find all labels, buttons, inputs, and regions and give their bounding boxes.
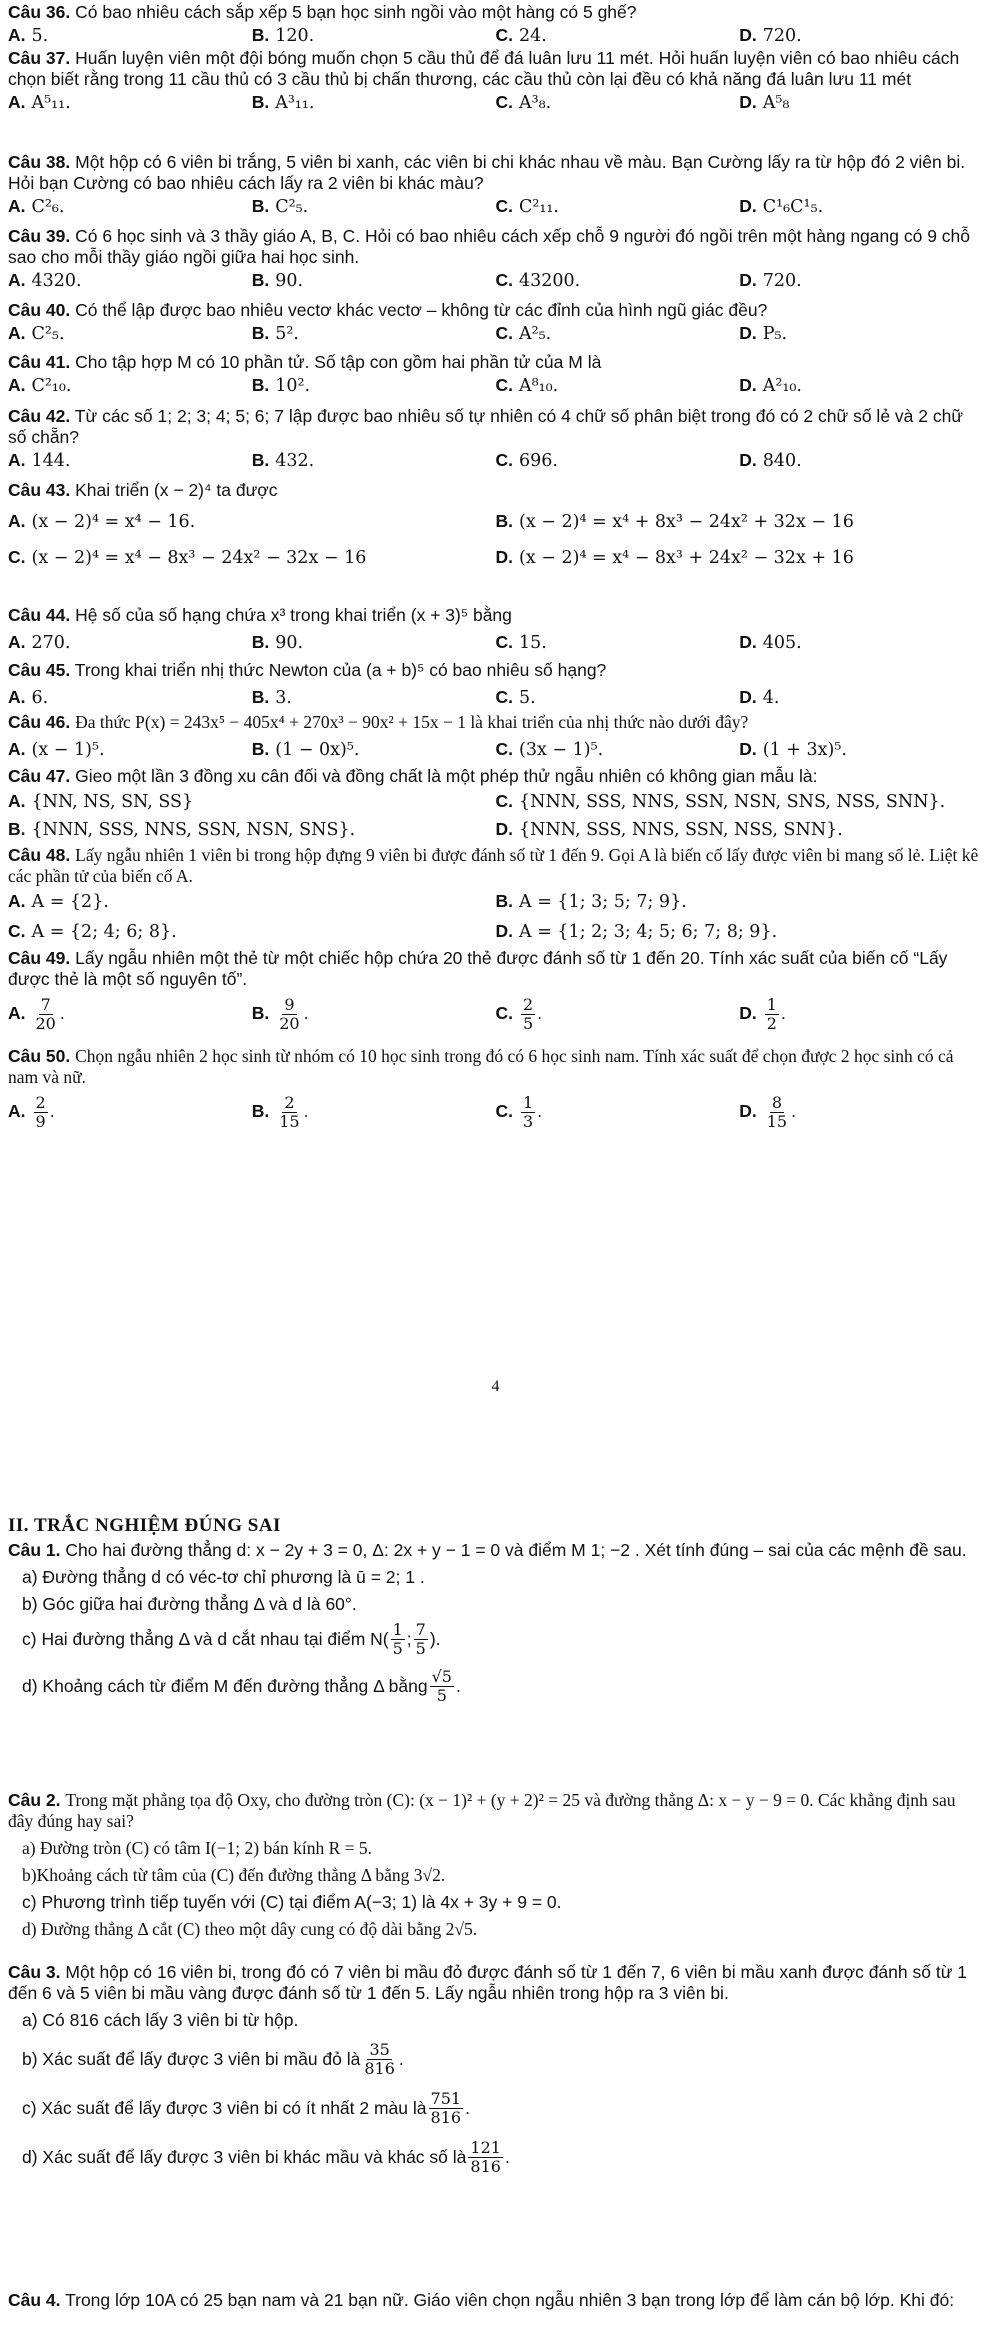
- question-number: Câu 46.: [8, 712, 71, 732]
- question-36: [8, 2, 983, 47]
- option-c[interactable]: C. 43200.: [495, 270, 581, 291]
- fraction: $\frac{2}{5}$: [523, 995, 534, 1033]
- option-b[interactable]: B. 90.: [251, 270, 304, 291]
- question-text: Trong khai triển nhị thức Newton của (a + b)⁵ có bao nhiêu số hạng?: [74, 660, 607, 680]
- options: [8, 996, 983, 1033]
- options: [8, 739, 983, 761]
- option-d[interactable]: D. A = {1; 2; 3; 4; 5; 6; 7; 8; 9}.: [495, 921, 778, 942]
- question-text: Lấy ngẫu nhiên 1 viên bi trong hộp đựng 9 viên bi được đánh số từ 1 đến 9. Gọi A là biến cố lấy được viên bi mang số lẻ. Liệt kê các phần tử của biến cố A.: [8, 845, 979, 886]
- option-a[interactable]: A. 6.: [8, 687, 49, 708]
- question-number: Câu 45.: [8, 660, 71, 680]
- options: [8, 632, 983, 654]
- option-d[interactable]: D. {NNN, SSS, NNS, SSN, NSS, SNN}.: [495, 819, 843, 840]
- options: [8, 687, 983, 709]
- option-d[interactable]: D. 720.: [739, 25, 802, 46]
- question-text: Từ các số 1; 2; 3; 4; 5; 6; 7 lập được bao nhiêu số tự nhiên có 4 chữ số phân biệt trong đó có 2 chữ số lẻ và 2 chữ số chẵn?: [8, 406, 964, 447]
- question-number: Câu 48.: [8, 845, 71, 865]
- option-d[interactable]: D. (x − 2)⁴ = x⁴ − 8x³ + 24x² − 32x + 16: [495, 547, 854, 568]
- options-row-1: [8, 891, 983, 913]
- statement-d-text: d) Khoảng cách từ điểm M đến đường thẳng Δ bằng: [22, 1676, 428, 1696]
- options: [8, 196, 983, 218]
- fraction: $\frac{7}{20}$: [35, 995, 56, 1033]
- option-c[interactable]: C. (x − 2)⁴ = x⁴ − 8x³ − 24x² − 32x − 16: [8, 547, 367, 568]
- fraction: $\frac{2}{15}$: [279, 1093, 300, 1131]
- question-38: [8, 152, 983, 218]
- option-a[interactable]: A. C²₆.: [8, 196, 65, 217]
- option-c[interactable]: C. (3x − 1)⁵.: [495, 739, 604, 760]
- question-number: Câu 49.: [8, 948, 71, 968]
- statement-b-text: b) Xác suất để lấy được 3 viên bi mầu đỏ là: [22, 2049, 361, 2069]
- question-number: Câu 2.: [8, 1790, 61, 1810]
- option-b[interactable]: B. A = {1; 3; 5; 7; 9}.: [495, 891, 687, 912]
- tf-question-1: [8, 1540, 983, 1705]
- option-a[interactable]: A. A⁵₁₁.: [8, 92, 71, 113]
- option-c[interactable]: C. 696.: [495, 450, 558, 471]
- options: [8, 375, 983, 397]
- options: [8, 323, 983, 345]
- option-b[interactable]: B. 90.: [251, 632, 304, 653]
- option-d[interactable]: D. 720.: [739, 270, 802, 291]
- question-40: [8, 300, 983, 345]
- question-43: [8, 480, 983, 569]
- options-row-1: [8, 791, 983, 813]
- question-number: Câu 1.: [8, 1540, 61, 1560]
- option-a[interactable]: A. 144.: [8, 450, 71, 471]
- options-row-2: [8, 547, 983, 569]
- options-row-2: [8, 819, 983, 841]
- option-b[interactable]: B. $\frac{9}{20}$ .: [251, 995, 309, 1033]
- option-c[interactable]: C. A⁸₁₀.: [495, 375, 559, 396]
- question-45: [8, 660, 983, 709]
- option-a[interactable]: A. (x − 2)⁴ = x⁴ − 16.: [8, 511, 196, 532]
- option-d[interactable]: D. P₅.: [739, 323, 788, 344]
- question-text: Gieo một lần 3 đồng xu cân đối và đồng chất là một phép thử ngẫu nhiên có không gian mẫu là:: [75, 766, 818, 786]
- options: [8, 25, 983, 47]
- question-37: [8, 48, 983, 114]
- option-d[interactable]: D. 405.: [739, 632, 802, 653]
- question-number: Câu 42.: [8, 406, 71, 426]
- question-text: Có 6 học sinh và 3 thầy giáo A, B, C. Hỏi có bao nhiêu cách xếp chỗ 9 người đó ngồi trên một hàng ngang có 9 chỗ sao cho mỗi thầy giáo ngồi giữa hai học sinh.: [8, 226, 971, 267]
- option-c[interactable]: C. 15.: [495, 632, 547, 653]
- question-44: [8, 605, 983, 654]
- statement-c[interactable]: c) Hai đường thẳng Δ và d cắt nhau tại điểm N( $\frac{1}{5}$ ; $\frac{7}{5}$ ).: [22, 1620, 441, 1658]
- question-number: Câu 4.: [8, 2290, 61, 2310]
- question-text: Cho hai đường thẳng d: x − 2y + 3 = 0, Δ: 2x + y − 1 = 0 và điểm M 1; −2 . Xét tính đúng – sai của các mệnh đề sau.: [65, 1540, 967, 1560]
- statement-c-text: c) Xác suất để lấy được 3 viên bi có ít nhất 2 màu là: [22, 2098, 427, 2118]
- fraction: $\frac{751}{816}$: [430, 2089, 462, 2127]
- question-number: Câu 38.: [8, 152, 71, 172]
- option-c[interactable]: C. 24.: [495, 25, 547, 46]
- option-b[interactable]: B. A³₁₁.: [251, 92, 315, 113]
- options-row-1: [8, 511, 983, 533]
- option-b[interactable]: B. $\frac{2}{15}$ .: [251, 1093, 309, 1131]
- option-b[interactable]: B. 3.: [251, 687, 292, 708]
- option-d[interactable]: D. C¹₆C¹₅.: [739, 196, 824, 217]
- question-text: Trong lớp 10A có 25 bạn nam và 21 bạn nữ. Giáo viên chọn ngẫu nhiên 3 bạn trong lớp để làm cán bộ lớp. Khi đó:: [65, 2290, 955, 2310]
- question-number: Câu 43.: [8, 480, 71, 500]
- statement-d[interactable]: d) Xác suất để lấy được 3 viên bi khác mầu và khác số là $\frac{121}{816}$ .: [22, 2138, 510, 2176]
- option-d[interactable]: D. A⁵₈: [739, 92, 790, 113]
- option-c[interactable]: C. C²₁₁.: [495, 196, 559, 217]
- option-b[interactable]: B. {NNN, SSS, NNS, SSN, NSN, SNS}.: [8, 819, 356, 840]
- fraction: $\frac{1}{5}$: [392, 1620, 403, 1658]
- question-text: Chọn ngẫu nhiên 2 học sinh từ nhóm có 10 học sinh trong đó có 6 học sinh nam. Tính xác suất để chọn được 2 học sinh có cả nam và nữ.: [8, 1046, 954, 1087]
- option-b[interactable]: B. 432.: [251, 450, 315, 471]
- option-a[interactable]: A. $\frac{2}{9}$ .: [8, 1093, 55, 1131]
- statement-b[interactable]: b) Góc giữa hai đường thẳng Δ và d là 60°.: [22, 1594, 357, 1614]
- question-text: Đa thức P(x) = 243x⁵ − 405x⁴ + 270x³ − 90x² + 15x − 1 là khai triển của nhị thức nào dưới đây?: [75, 712, 749, 732]
- question-42: [8, 406, 983, 472]
- option-a[interactable]: A. 5.: [8, 25, 49, 46]
- question-number: Câu 36.: [8, 2, 71, 22]
- fraction: $\frac{√5}{5}$: [431, 1667, 452, 1705]
- option-a[interactable]: A. 270.: [8, 632, 71, 653]
- question-text: Khai triển (x − 2)⁴ ta được: [75, 480, 278, 500]
- option-d[interactable]: D. A²₁₀.: [739, 375, 802, 396]
- option-d[interactable]: D. 840.: [739, 450, 802, 471]
- statement-c-text: c) Hai đường thẳng Δ và d cắt nhau tại điểm N(: [22, 1629, 389, 1649]
- question-49: [8, 948, 983, 1033]
- option-a[interactable]: A. 4320.: [8, 270, 82, 291]
- question-39: [8, 226, 983, 292]
- option-a[interactable]: A. {NN, NS, SN, SS}: [8, 791, 194, 812]
- question-number: Câu 37.: [8, 48, 71, 68]
- page-number: 4: [491, 1378, 500, 1395]
- option-b[interactable]: B. 120.: [251, 25, 315, 46]
- question-number: Câu 50.: [8, 1046, 71, 1066]
- option-c[interactable]: C. 5.: [495, 687, 536, 708]
- option-c[interactable]: C. A³₈.: [495, 92, 552, 113]
- fraction: $\frac{9}{20}$: [279, 995, 300, 1033]
- statement-b[interactable]: b)Khoảng cách từ tâm của (C) đến đường thẳng Δ bằng 3√2.: [22, 1865, 446, 1885]
- question-text: Hệ số của số hạng chứa x³ trong khai triển (x + 3)⁵ bằng: [75, 605, 512, 625]
- question-number: Câu 44.: [8, 605, 71, 625]
- tf-question-2: [8, 1790, 983, 1940]
- question-47: [8, 766, 983, 841]
- statement-a[interactable]: a) Có 816 cách lấy 3 viên bi từ hộp.: [22, 2010, 299, 2030]
- option-a[interactable]: A. $\frac{7}{20}$ .: [8, 995, 65, 1033]
- options-row-2: [8, 921, 983, 943]
- option-b[interactable]: B. C²₅.: [251, 196, 309, 217]
- option-d[interactable]: D. $\frac{8}{15}$ .: [739, 1093, 796, 1131]
- option-d[interactable]: D. 4.: [739, 687, 780, 708]
- statement-b[interactable]: b) Xác suất để lấy được 3 viên bi mầu đỏ là $\frac{35}{816}$ .: [22, 2040, 404, 2078]
- statement-a[interactable]: a) Đường thẳng d có véc-tơ chỉ phương là ū = 2; 1 .: [22, 1567, 425, 1587]
- question-text: Huấn luyện viên một đội bóng muốn chọn 5 cầu thủ để đá luân lưu 11 mét. Hỏi huấn luyện viên có bao nhiêu cách chọn biết rằng trong 11 cầu thủ có 3 cầu thủ bị chấn thương, các cầu thủ còn lại đều có khả năng đá luân lưu 11 mét: [8, 48, 960, 89]
- option-a[interactable]: A. C²₅.: [8, 323, 65, 344]
- fraction: $\frac{2}{9}$: [35, 1093, 46, 1131]
- options: [8, 1094, 983, 1131]
- option-d[interactable]: D. (1 + 3x)⁵.: [739, 739, 847, 760]
- question-text: Cho tập hợp M có 10 phần tử. Số tập con gồm hai phần tử của M là: [75, 352, 602, 372]
- option-c[interactable]: C. $\frac{1}{3}$ .: [495, 1093, 543, 1131]
- fraction: $\frac{7}{5}$: [415, 1620, 426, 1658]
- option-c[interactable]: C. {NNN, SSS, NNS, SSN, NSN, SNS, NSS, SNN}.: [495, 791, 946, 812]
- option-b[interactable]: B. (1 − 0x)⁵.: [251, 739, 360, 760]
- option-a[interactable]: A. (x − 1)⁵.: [8, 739, 105, 760]
- option-b[interactable]: B. 10².: [251, 375, 311, 396]
- option-b[interactable]: B. 5².: [251, 323, 299, 344]
- option-c[interactable]: C. A = {2; 4; 6; 8}.: [8, 921, 177, 942]
- question-text: Một hộp có 6 viên bi trắng, 5 viên bi xanh, các viên bi chi khác nhau về màu. Bạn Cường lấy ra từ hộp đó 2 viên bi. Hỏi bạn Cường có bao nhiêu cách lấy ra 2 viên bi khác màu?: [8, 152, 966, 193]
- question-41: [8, 352, 983, 397]
- statement-d[interactable]: d) Đường thẳng Δ cắt (C) theo một dây cung có độ dài bằng 2√5.: [22, 1919, 478, 1939]
- option-b[interactable]: B. (x − 2)⁴ = x⁴ + 8x³ − 24x² + 32x − 16: [495, 511, 854, 532]
- section-title: II. TRẮC NGHIỆM ĐÚNG SAI: [8, 1515, 281, 1536]
- question-number: Câu 41.: [8, 352, 71, 372]
- statement-c[interactable]: c) Xác suất để lấy được 3 viên bi có ít nhất 2 màu là $\frac{751}{816}$ .: [22, 2089, 470, 2127]
- statement-d-text: d) Xác suất để lấy được 3 viên bi khác mầu và khác số là: [22, 2147, 467, 2167]
- statement-d[interactable]: d) Khoảng cách từ điểm M đến đường thẳng Δ bằng $\frac{√5}{5}$ .: [22, 1667, 461, 1705]
- tf-question-4: [8, 2290, 983, 2311]
- statement-c[interactable]: c) Phương trình tiếp tuyến với (C) tại điểm A(−3; 1) là 4x + 3y + 9 = 0.: [22, 1892, 562, 1912]
- option-d[interactable]: D. $\frac{1}{2}$ .: [739, 995, 786, 1033]
- options: [8, 270, 983, 292]
- question-number: Câu 40.: [8, 300, 71, 320]
- option-c[interactable]: C. A²₅.: [495, 323, 552, 344]
- question-text: Một hộp có 16 viên bi, trong đó có 7 viên bi mầu đỏ được đánh số từ 1 đến 7, 6 viên bi mầu xanh được đánh số từ 1 đến 6 và 5 viên bi mầu vàng được đánh số từ 1 đến 5. Lấy ngẫu nhiên trong hộp ra 3 viên bi.: [8, 1962, 968, 2003]
- question-text: Lấy ngẫu nhiên một thẻ từ một chiếc hộp chứa 20 thẻ được đánh số từ 1 đến 20. Tính xác suất của biến cố “Lấy được thẻ là một số nguyên tố”.: [8, 948, 948, 989]
- tf-question-3: [8, 1962, 983, 2176]
- question-text: Có thể lập được bao nhiêu vectơ khác vectơ – không từ các đỉnh của hình ngũ giác đều?: [75, 300, 768, 320]
- options: [8, 450, 983, 472]
- fraction: $\frac{1}{2}$: [766, 995, 777, 1033]
- question-number: Câu 3.: [8, 1962, 61, 1982]
- option-c[interactable]: C. $\frac{2}{5}$ .: [495, 995, 543, 1033]
- option-a[interactable]: A. A = {2}.: [8, 891, 109, 912]
- question-number: Câu 39.: [8, 226, 71, 246]
- statement-a[interactable]: a) Đường tròn (C) có tâm I(−1; 2) bán kính R = 5.: [22, 1838, 373, 1858]
- question-48: [8, 845, 983, 943]
- options: [8, 92, 983, 114]
- fraction: $\frac{35}{816}$: [364, 2040, 395, 2078]
- question-text: Có bao nhiêu cách sắp xếp 5 bạn học sinh ngồi vào một hàng có 5 ghế?: [75, 2, 637, 22]
- question-46: [8, 712, 983, 761]
- question-50: [8, 1046, 983, 1131]
- fraction: $\frac{121}{816}$: [470, 2138, 501, 2176]
- fraction: $\frac{8}{15}$: [766, 1093, 788, 1131]
- question-text: Trong mặt phẳng tọa độ Oxy, cho đường tròn (C): (x − 1)² + (y + 2)² = 25 và đường thẳng Δ: x − y − 9 = 0. Các khẳng định sau đây đúng hay sai?: [8, 1790, 956, 1831]
- option-a[interactable]: A. C²₁₀.: [8, 375, 72, 396]
- fraction: $\frac{1}{3}$: [523, 1093, 534, 1131]
- question-number: Câu 47.: [8, 766, 71, 786]
